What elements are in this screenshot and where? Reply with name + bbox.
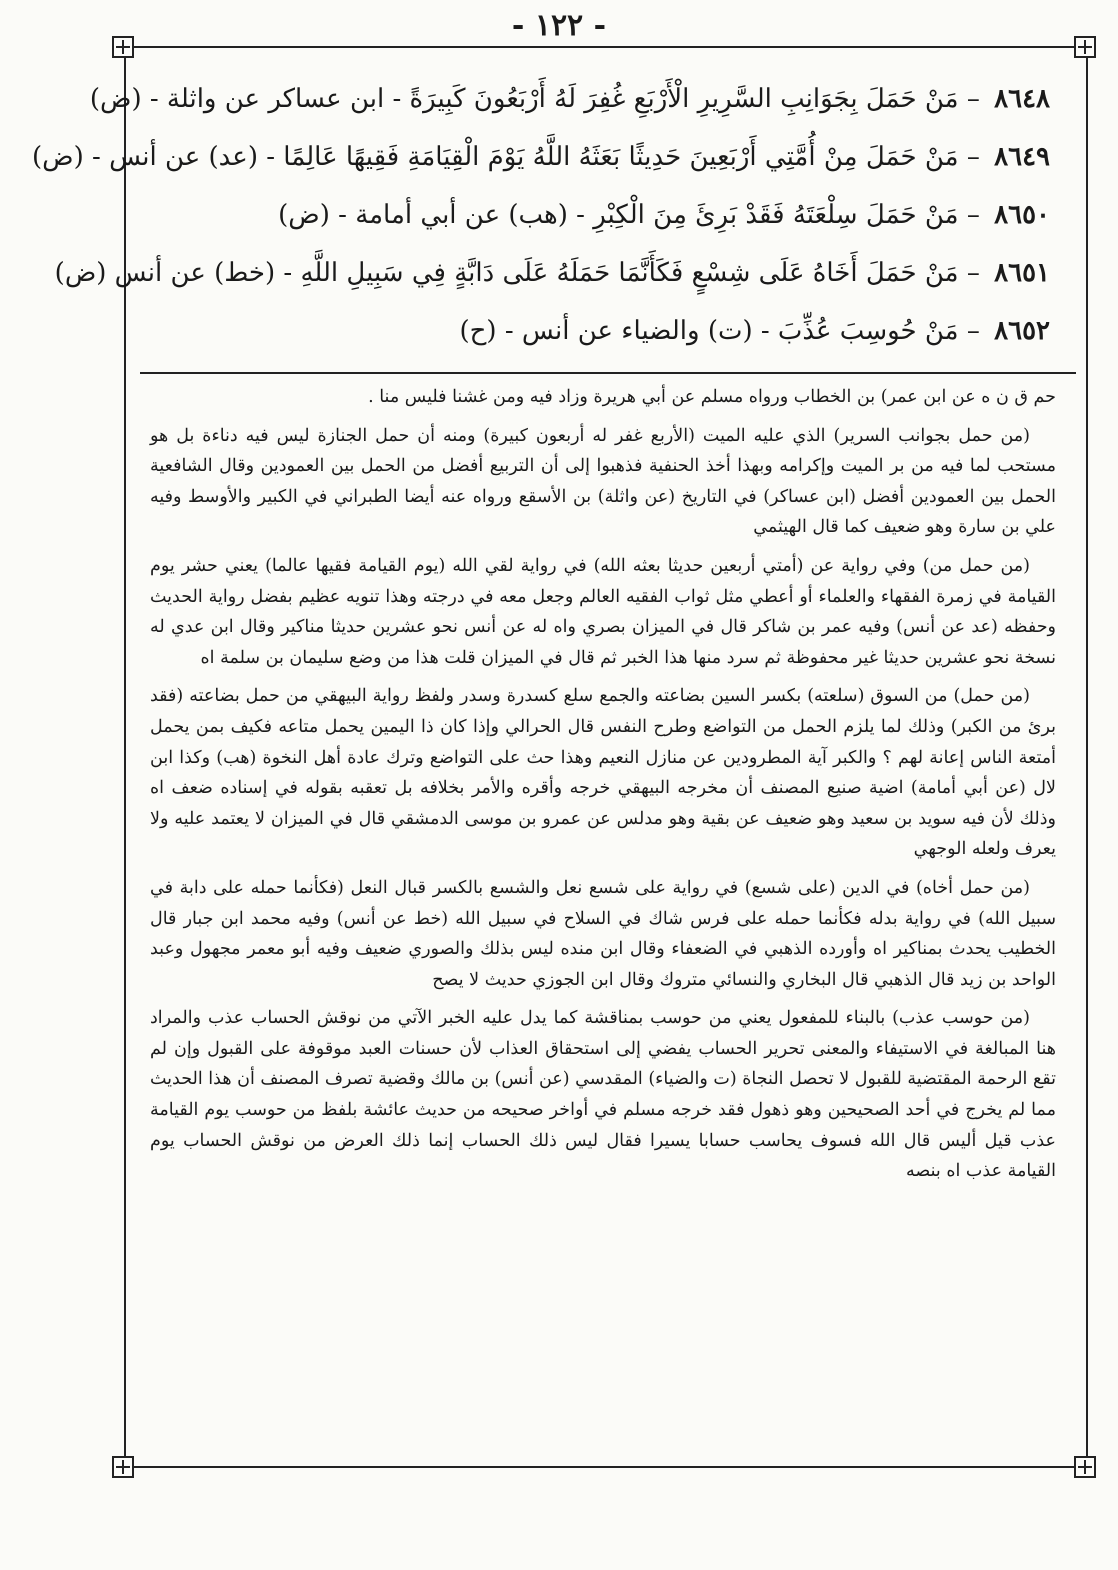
commentary-paragraph: (من حوسب عذب) بالبناء للمفعول يعني من حوسب بمناقشة كما يدل عليه الخبر الآتي من نوقش الحساب عذب والمراد هنا المبالغة في الاستيفاء والمعنى تحرير الحساب يفضي إلى استحقاق العذاب لأن حسنات العبد موقوفة على القبول وإن لم تقع الرحمة المقتضية للقبول لا تحصل النجاة (ت والضياء) المقدسي (عن أنس) بن مالك وقضية تصرف المصنف أن هذا الحديث مما لم يخرج في أحد الصحيحين وهو ذهول فقد خرجه مسلم في أواخر صحيحه من حديث عائشة بلفظ من حوسب يوم القيامة عذب قيل أليس قال الله فسوف يحاسب حسابا يسيرا فقال ليس ذلك الحساب إنما ذلك العرض من نوقش الحساب يوم القيامة عذب اه بنصه <box>150 1008 1056 1182</box>
corner-ornament-icon <box>1074 1456 1096 1478</box>
page-number: - ١٢٢ - <box>511 8 607 43</box>
hadith-number: ٨٦٥٠ <box>994 200 1050 230</box>
frame-top-rule <box>124 46 1086 48</box>
hadith-text: – مَنْ حُوسِبَ عُذِّبَ - (ت) والضياء عن أنس - (ح) <box>459 316 980 346</box>
frame-bottom-rule <box>124 1466 1086 1468</box>
hadith-number: ٨٦٥١ <box>994 258 1050 288</box>
hadith-list <box>32 70 1050 360</box>
hadith-text: – مَنْ حَمَلَ سِلْعَتَهُ فَقَدْ بَرِئَ مِنَ الْكِبْرِ - (هب) عن أبي أمامة - (ض) <box>278 200 980 230</box>
hadith-entry <box>170 186 1050 244</box>
commentary <box>150 382 1056 1187</box>
hadith-text: – مَنْ حَمَلَ أَخَاهُ عَلَى شِسْعٍ فَكَأَنَّمَا حَمَلَهُ عَلَى دَابَّةٍ فِي سَبِيلِ اللَّهِ - (خط) عن أنس (ض) <box>54 258 980 288</box>
commentary-paragraph: (من حمل) من السوق (سلعته) بكسر السين بضاعته والجمع سلع كسدرة وسدر ولفظ رواية البيهقي من حمل بضاعته (فقد برئ من الكبر) وذلك لما يلزم الحمل من التواضع وطرح النفس قال الحرالي وإذا كان ذا اليمين يحمل متاعه فكيف بمن يحمل أمتعة الناس إعانة لهم ؟ والكبر آية المطرودين عن منازل النعيم وهذا حث على التواضع وترك عادة أهل النخوة (هب) وكذا ابن لال (عن أبي أمامة) اضية صنيع المصنف أن مخرجه البيهقي خرجه وأقره والأمر بخلافه بل تعقبه بقوله في إسناده ضعف اه وذلك لأن فيه سويد بن سعيد وهو ضعيف عن بقية وهو مدلس عن عمرو بن موسى الدمشقي قال في الميزان لا يعتمد عليه ولا يعرف ولعله الوجهي <box>150 686 1056 860</box>
hadith-text: – مَنْ حَمَلَ بِجَوَانِبِ السَّرِيرِ الْأَرْبَعِ غُفِرَ لَهُ أَرْبَعُونَ كَبِيرَةً - ابن عساكر عن واثلة - (ض) <box>89 84 980 114</box>
corner-ornament-icon <box>112 1456 134 1478</box>
section-divider <box>140 372 1076 374</box>
commentary-paragraph: حم ق ن ه عن ابن عمر) بن الخطاب ورواه مسلم عن أبي هريرة وزاد فيه ومن غشنا فليس منا . <box>368 387 1056 407</box>
hadith-number: ٨٦٥٢ <box>994 316 1050 346</box>
hadith-number: ٨٦٤٩ <box>994 142 1050 172</box>
commentary-paragraph: (من حمل بجوانب السرير) الذي عليه الميت (الأربع غفر له أربعون كبيرة) ومنه أن حمل الجنازة ليس فيه دناءة بل هو مستحب لما فيه من بر الميت وإكرامه وبهذا أخذ الحنفية فذهبوا إلى أن التربيع أفضل من الحمل بين العمودين وقال الشافعية الحمل بين العمودين أفضل (ابن عساكر) في التاريخ (عن واثلة) بن الأسقع ورواه عنه أيضا الطبراني في الكبير والأوسط وفيه علي بن سارة وهو ضعيف كما قال الهيثمي <box>150 425 1056 538</box>
hadith-text: – مَنْ حَمَلَ مِنْ أُمَّتِي أَرْبَعِينَ حَدِيثًا بَعَثَهُ اللَّهُ يَوْمَ الْقِيَامَةِ فَقِيهًا عَالِمًا - (عد) عن أنس - (ض) <box>32 142 980 172</box>
commentary-paragraph: (من حمل أخاه) في الدين (على شسع) في رواية على شسع نعل والشسع بالكسر قبال النعل (فكأنما حمله على دابة في سبيل الله) في رواية بدله فكأنما حمله على فرس شاك في السلاح في سبيل الله (خط عن أنس) وفيه محمد ابن جبار قال الخطيب يحدث بمناكير اه وأورده الذهبي في الضعفاء وقال ابن منده ليس بذلك والصوري ضعيف وفيه أبو معمر مجهول وعبد الواحد بن زيد قال الذهبي قال البخاري والنسائي متروك وقال ابن الجوزي حديث لا يصح <box>150 877 1056 990</box>
corner-ornament-icon <box>112 36 134 58</box>
hadith-entry <box>89 70 1050 128</box>
corner-ornament-icon <box>1074 36 1096 58</box>
hadith-entry <box>170 302 1050 360</box>
commentary-paragraph: (من حمل من) وفي رواية عن (أمتي أربعين حديثا بعثه الله) في رواية لقي الله (يوم القيامة فقيها عالما) يعني حشر يوم القيامة في زمرة الفقهاء والعلماء أو أعطي مثل ثواب الفقيه العالم وجعل معه في درجته وهذا تنويه عظيم بفضل رواية الحديث وحفظه (عد عن أنس) وفيه عمر بن شاكر قال في الميزان بصري واه له عن أنس نحو عشرين حديثا مناكير وقال ابن عدي له نسخة نحو عشرين حديثا غير محفوظة ثم سرد منها هذا الخبر ثم قال في الميزان قلت هذا من وضع سليمان بن سلمة اه <box>150 555 1056 668</box>
hadith-entry <box>54 244 1050 302</box>
hadith-entry <box>32 128 1050 186</box>
hadith-number: ٨٦٤٨ <box>994 84 1050 114</box>
